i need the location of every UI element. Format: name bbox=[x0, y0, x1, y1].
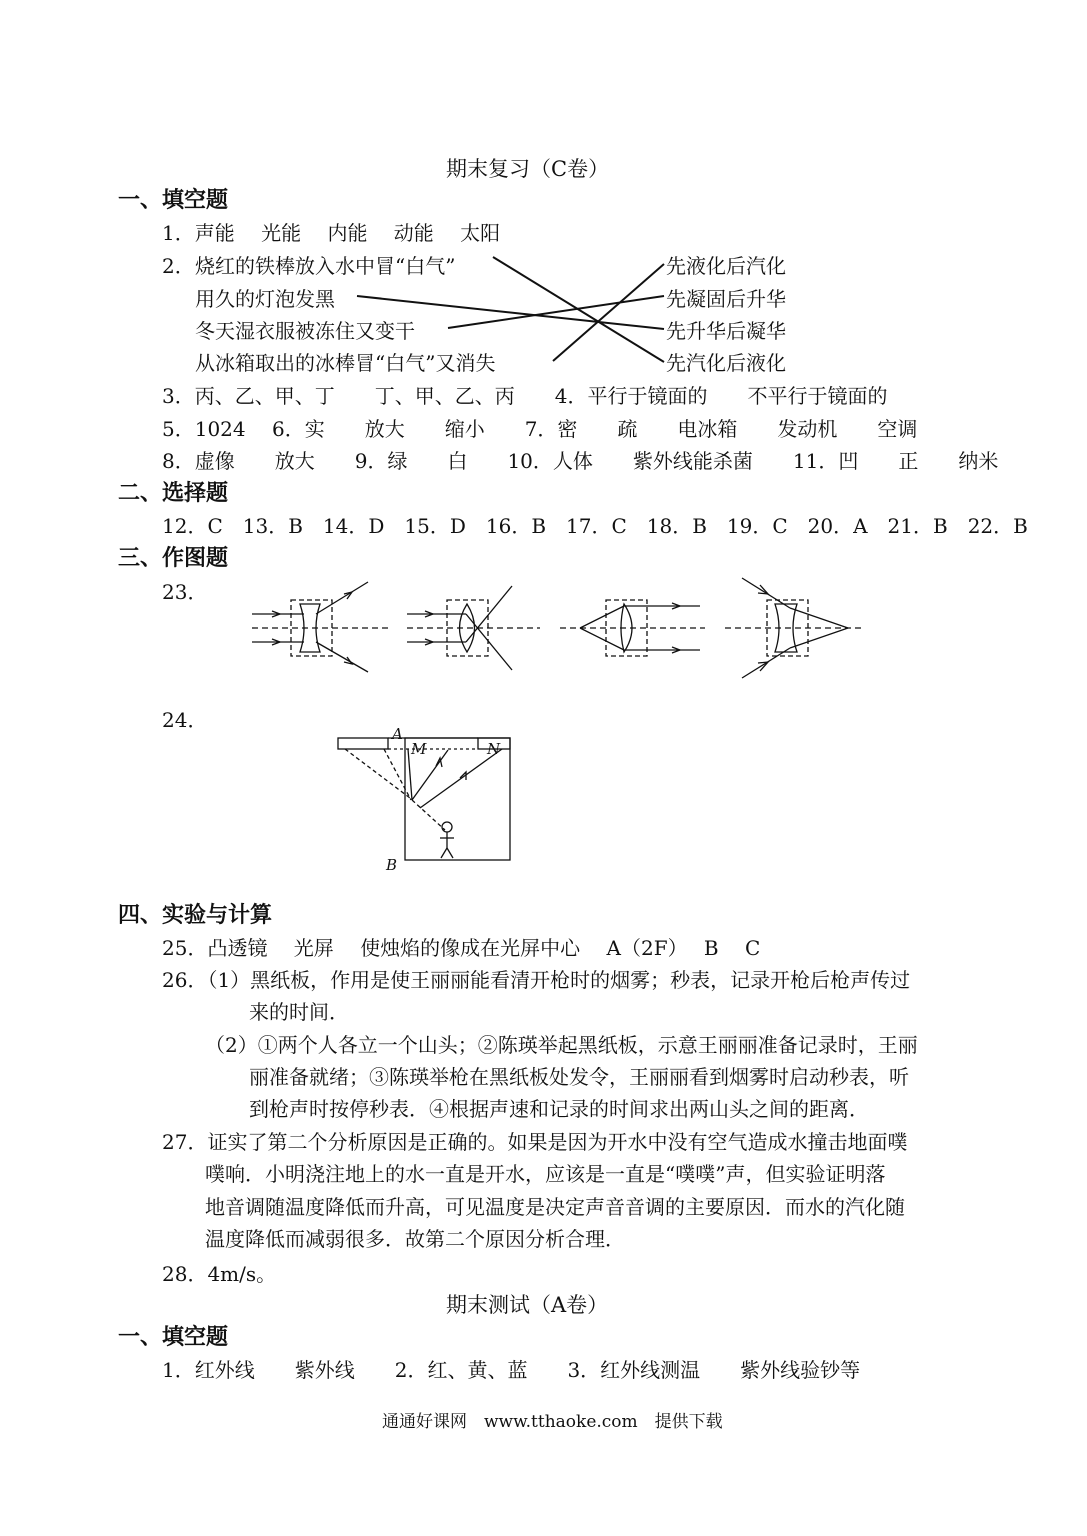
footer-source: 通通好课网 www.tthaoke.com 提供下载 bbox=[382, 1412, 723, 1432]
answer-26-line-2: 来的时间． bbox=[249, 1000, 349, 1024]
answer-26-line-4: 丽准备就绪；③陈瑛举枪在黑纸板处发令，王丽丽看到烟雾时启动秒表，听 bbox=[249, 1065, 909, 1089]
answer-12-22: 12．C 13．B 14．D 15．D 16．B 17．C 18．B 19．C 20．A 21．B 22．B bbox=[162, 514, 1028, 538]
match-left-1: 烧红的铁棒放入水中冒“白气” bbox=[195, 254, 456, 278]
answer-a-1: 1．红外线 紫外线 2．红、黄、蓝 3．红外线测温 紫外线验钞等 bbox=[162, 1358, 861, 1382]
answer-2-number: 2． bbox=[162, 254, 195, 278]
answer-1: 1．声能 光能 内能 动能 太阳 bbox=[162, 221, 501, 245]
label-n: N bbox=[487, 740, 501, 758]
match-right-1: 先液化后汽化 bbox=[666, 254, 786, 278]
answer-26-line-1: 26．（1）黑纸板，作用是使王丽丽能看清开枪时的烟雾；秒表，记录开枪后枪声传过 bbox=[162, 968, 911, 992]
answer-27-line-4: 温度降低而减弱很多．故第二个原因分析合理． bbox=[205, 1227, 625, 1251]
match-right-3: 先升华后凝华 bbox=[666, 319, 786, 343]
heading-drawing: 三、作图题 bbox=[118, 545, 229, 571]
heading-experiment: 四、实验与计算 bbox=[118, 902, 273, 928]
answer-27-line-1: 27．证实了第二个分析原因是正确的。如果是因为开水中没有空气造成水撞击地面噗 bbox=[162, 1130, 908, 1154]
answer-26-line-5: 到枪声时按停秒表．④根据声速和记录的时间求出两山头之间的距离． bbox=[249, 1097, 869, 1121]
match-left-4: 从冰箱取出的冰棒冒“白气”又消失 bbox=[195, 351, 496, 375]
section-title-c: 期末复习（C卷） bbox=[446, 157, 610, 181]
match-left-2: 用久的灯泡发黑 bbox=[195, 287, 335, 311]
matching-lines bbox=[0, 0, 1087, 400]
answer-25: 25．凸透镜 光屏 使烛焰的像成在光屏中心 A（2F） B C bbox=[162, 936, 761, 960]
label-a: A bbox=[392, 725, 403, 743]
match-left-3: 冬天湿衣服被冻住又变干 bbox=[195, 319, 415, 343]
answer-24-number: 24． bbox=[162, 708, 208, 732]
heading-fill-in-a: 一、填空题 bbox=[118, 1324, 229, 1350]
label-b: B bbox=[386, 856, 398, 874]
lens-diagram-figure bbox=[0, 570, 1087, 700]
answer-27-line-2: 噗响．小明浇注地上的水一直是开水，应该是一直是“噗噗”声，但实验证明落 bbox=[205, 1162, 886, 1186]
answer-28: 28．4m/s。 bbox=[162, 1262, 277, 1286]
answer-26-line-3: （2）①两个人各立一个山头；②陈瑛举起黑纸板，示意王丽丽准备记录时，王丽 bbox=[205, 1033, 918, 1057]
label-m: M bbox=[411, 740, 427, 758]
answer-23-number: 23． bbox=[162, 580, 208, 604]
answer-3-4: 3．丙、乙、甲、丁 丁、甲、乙、丙 4．平行于镜面的 不平行于镜面的 bbox=[162, 384, 888, 408]
answer-5-7: 5．1024 6．实 放大 缩小 7．密 疏 电冰箱 发动机 空调 bbox=[162, 417, 918, 441]
answer-27-line-3: 地音调随温度降低而升高，可见温度是决定声音音调的主要原因．而水的汽化随 bbox=[205, 1195, 905, 1219]
heading-fill-in: 一、填空题 bbox=[118, 187, 229, 213]
match-right-2: 先凝固后升华 bbox=[666, 287, 786, 311]
heading-choice: 二、选择题 bbox=[118, 480, 229, 506]
mirror-room-diagram bbox=[0, 720, 1087, 880]
answer-8-11: 8．虚像 放大 9．绿 白 10．人体 紫外线能杀菌 11．凹 正 纳米 bbox=[162, 449, 999, 473]
match-right-4: 先汽化后液化 bbox=[666, 351, 786, 375]
section-title-a: 期末测试（A卷） bbox=[446, 1293, 609, 1317]
